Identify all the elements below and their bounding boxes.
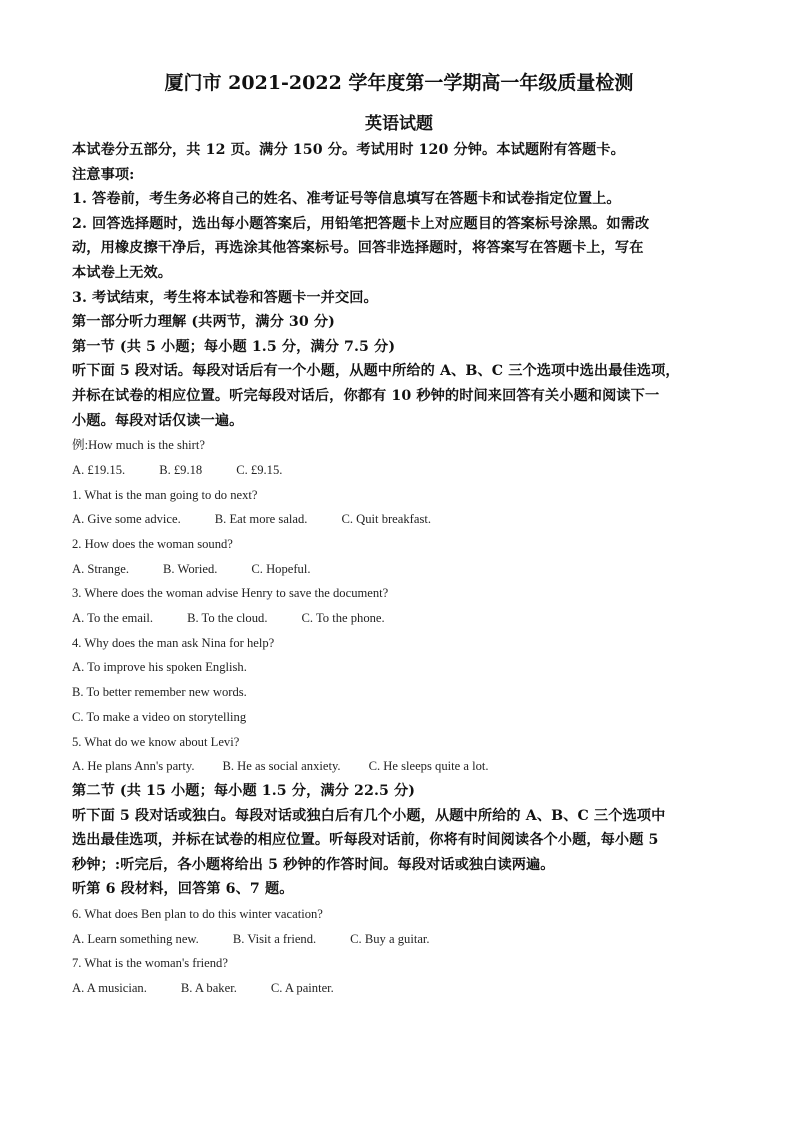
question-3-options	[72, 606, 726, 631]
option-b: B. A baker.	[180, 981, 237, 996]
option-c: C. He sleeps quite a lot.	[368, 759, 489, 774]
option-a: A. £19.15.	[72, 462, 126, 477]
section1-instructions: 并标在试卷的相应位置。听完每段对话后，你都有 10 秒钟的时间来回答有关小题和阅读下一	[72, 387, 660, 404]
question-7-options	[72, 976, 726, 1001]
exam-page	[72, 66, 726, 1001]
option-a: A. Learn something new.	[72, 931, 199, 946]
option-b: B. To better remember new words.	[72, 685, 247, 700]
option-c: C. £9.15.	[236, 462, 283, 477]
option-a: A. Strange.	[72, 561, 130, 576]
option-b: B. Visit a friend.	[232, 931, 317, 946]
question-1-options	[72, 507, 726, 532]
question-6-options	[72, 927, 726, 952]
option-c: C. To make a video on storytelling	[72, 709, 247, 724]
material-heading: 听第 6 段材料，回答第 6、7 题。	[72, 881, 294, 898]
intro-text: 本试卷分五部分，共 12 页。满分 150 分。考试用时 120 分钟。本试题附有答题卡。	[72, 142, 625, 158]
question-3: 3. Where does the woman advise Henry to save the document?	[72, 586, 389, 601]
option-b: B. He as social anxiety.	[222, 759, 341, 774]
notice-item: 1. 答卷前，考生务必将自己的姓名、准考证号等信息填写在答题卡和试卷指定位置上。	[72, 191, 621, 208]
question-5: 5. What do we know about Levi?	[72, 734, 240, 749]
option-c: C. To the phone.	[301, 611, 385, 626]
section2-instructions: 听下面 5 段对话或独白。每段对话或独白后有几个小题，从题中所给的 A、B、C 三个选项中	[72, 807, 666, 824]
question-4: 4. Why does the man ask Nina for help?	[72, 635, 275, 650]
question-6: 6. What does Ben plan to do this winter vacation?	[72, 906, 323, 921]
section2-heading: 第二节 (共 15 小题；每小题 1.5 分，满分 22.5 分)	[72, 782, 416, 799]
question-5-options	[72, 754, 726, 779]
exam-title: 厦门市 2021-2022 学年度第一学期高一年级质量检测	[164, 72, 634, 94]
option-b: B. Woried.	[163, 561, 218, 576]
notice-item: 本试卷上无效。	[72, 264, 173, 281]
notice-heading: 注意事项:	[72, 166, 135, 183]
part1-heading: 第一部分听力理解 (共两节，满分 30 分)	[72, 314, 336, 331]
option-b: B. £9.18	[159, 462, 203, 477]
option-c: C. Buy a guitar.	[350, 931, 430, 946]
option-c: C. Quit breakfast.	[341, 512, 431, 527]
section2-instructions: 选出最佳选项，并标在试卷的相应位置。听每段对话前，你将有时间阅读各个小题，每小题 5	[72, 832, 659, 849]
example-options	[72, 458, 726, 483]
example-question: 例:How much is the shirt?	[72, 438, 205, 453]
option-a: A. To the email.	[72, 611, 154, 626]
section1-instructions: 听下面 5 段对话。每段对话后有一个小题，从题中所给的 A、B、C 三个选项中选出最佳选项，	[72, 363, 680, 380]
option-a: A. To improve his spoken English.	[72, 660, 247, 675]
section1-heading: 第一节 (共 5 小题；每小题 1.5 分，满分 7.5 分)	[72, 338, 396, 355]
notice-item: 3. 考试结束，考生将本试卷和答题卡一并交回。	[72, 289, 378, 306]
notice-item: 2. 回答选择题时，选出每小题答案后，用铅笔把答题卡上对应题目的答案标号涂黑。如需改	[72, 215, 650, 232]
question-1: 1. What is the man going to do next?	[72, 487, 258, 502]
question-2-options	[72, 557, 726, 582]
option-a: A. A musician.	[72, 981, 147, 996]
option-c: C. Hopeful.	[251, 561, 311, 576]
option-c: C. A painter.	[270, 981, 334, 996]
exam-subtitle: 英语试题	[365, 114, 433, 134]
question-2: 2. How does the woman sound?	[72, 536, 233, 551]
section1-instructions: 小题。每段对话仅读一遍。	[72, 412, 244, 429]
option-b: B. Eat more salad.	[214, 512, 308, 527]
option-a: A. He plans Ann's party.	[72, 759, 195, 774]
notice-item: 动，用橡皮擦干净后，再选涂其他答案标号。回答非选择题时，将答案写在答题卡上，写在	[72, 240, 644, 257]
question-7: 7. What is the woman's friend?	[72, 956, 228, 971]
section2-instructions: 秒钟；:听完后，各小题将给出 5 秒钟的作答时间。每段对话或独白读两遍。	[72, 856, 555, 873]
option-a: A. Give some advice.	[72, 512, 181, 527]
option-b: B. To the cloud.	[187, 611, 268, 626]
